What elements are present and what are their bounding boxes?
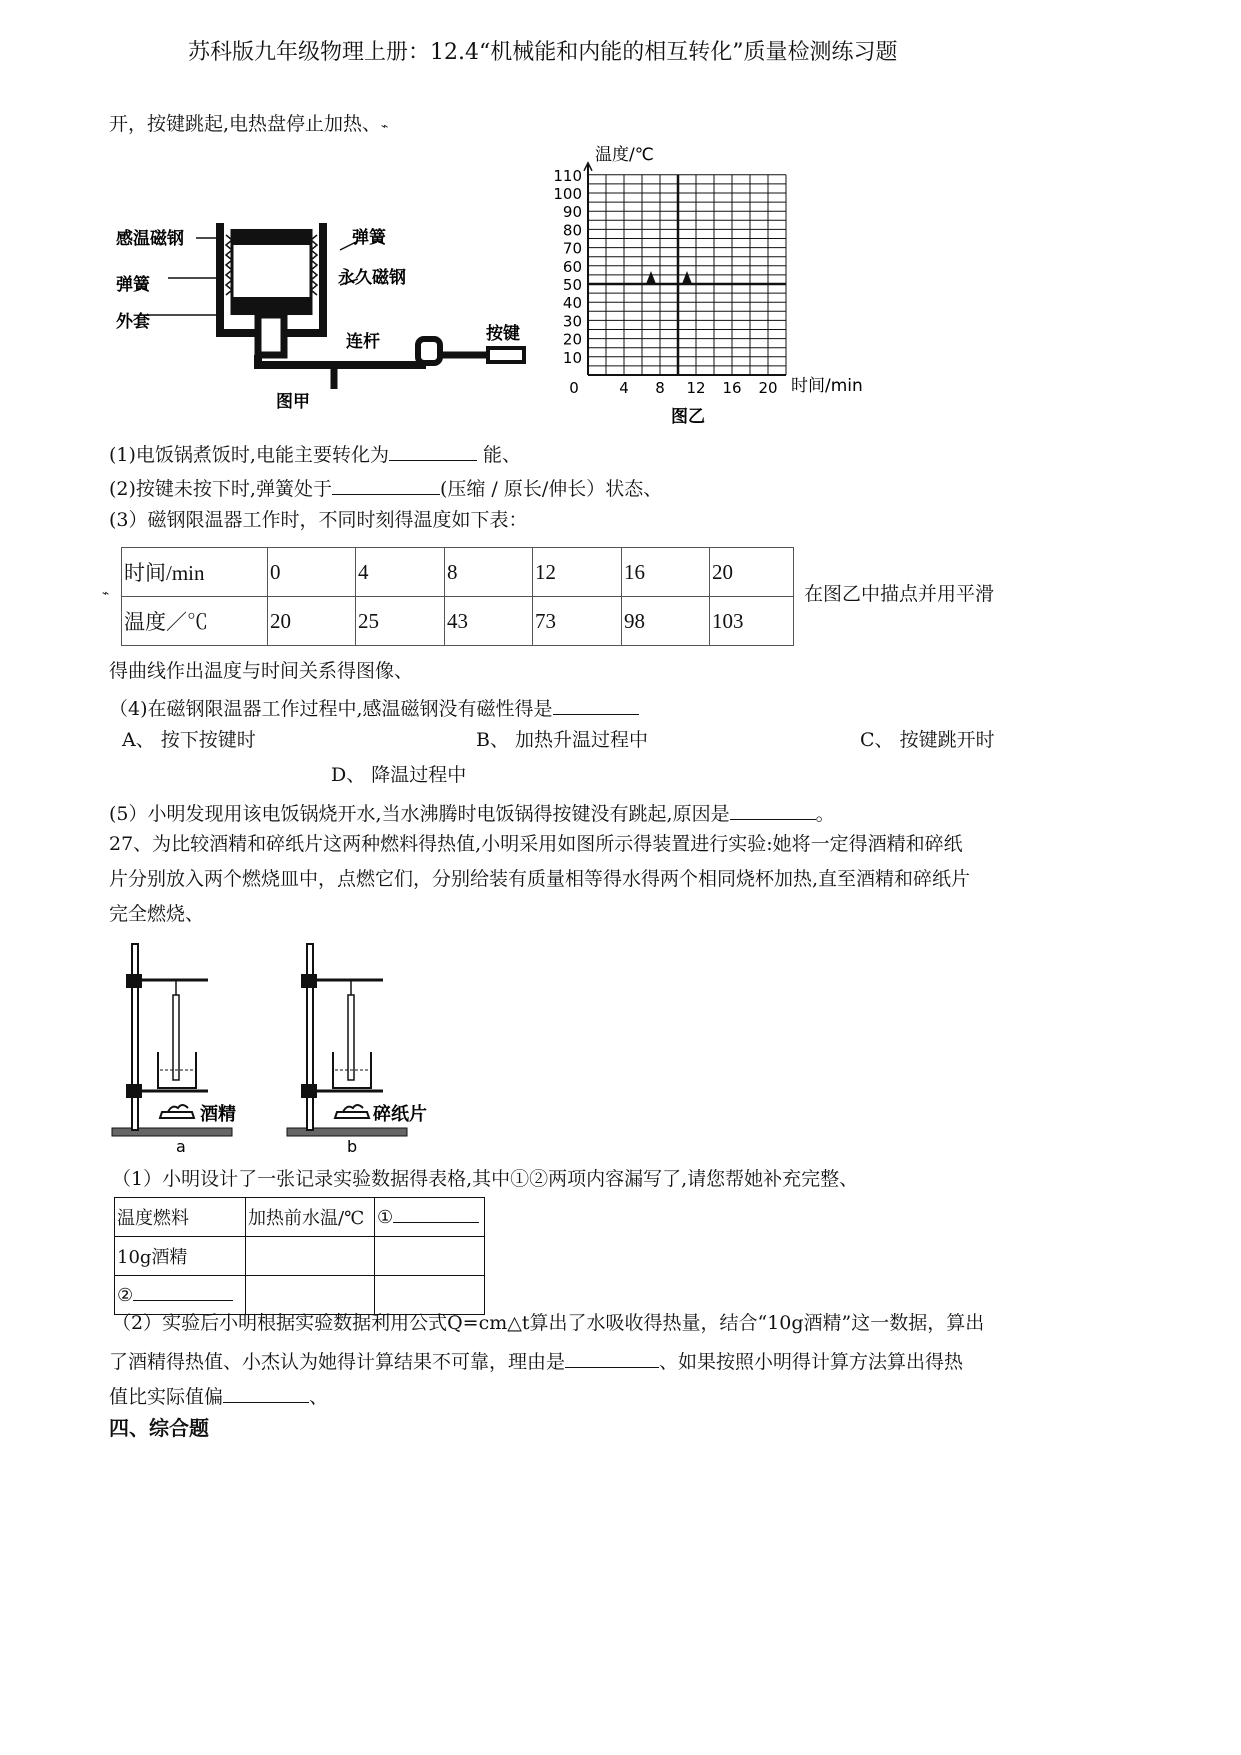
flame-icon (343, 1105, 363, 1112)
chart-y-tick-label: 30 (562, 312, 582, 331)
q2-answer-blank[interactable] (332, 476, 440, 495)
anchor-mark: ⌁ (102, 586, 110, 600)
q4-option-c[interactable]: C、 按键跳开时 (860, 729, 995, 751)
q27-reason-blank[interactable] (565, 1349, 659, 1368)
chart-marker-triangle (646, 271, 656, 284)
chart-marker-triangle (682, 271, 692, 284)
table-header-cell: 温度／℃ (122, 597, 268, 646)
chart-x-tick-label: 20 (758, 379, 778, 397)
ring-clamp (301, 1084, 317, 1098)
q5-answer-blank[interactable] (730, 801, 816, 820)
q1-answer-blank[interactable] (389, 442, 477, 461)
q27-line-3: 完全燃烧、 (109, 903, 205, 925)
table-cell (115, 1276, 246, 1315)
figure-yi-caption: 图乙 (671, 407, 705, 427)
q2-text: (2)按键未按下时,弹簧处于 (109, 478, 332, 500)
stand-pole (132, 944, 138, 1130)
chart-y-tick-label: 70 (562, 239, 582, 258)
anchor-mark: ⌁ (381, 119, 389, 133)
rod-socket (258, 315, 284, 355)
upper-clamp (301, 974, 317, 988)
table-cell: 43 (445, 597, 533, 646)
page-header: 苏科版九年级物理上册：12.4“机械能和内能的相互转化”质量检测练习题 (188, 40, 898, 65)
table-cell: 8 (445, 548, 533, 597)
question-5 (109, 801, 835, 824)
q27-line-1: 27、为比较酒精和碎纸片这两种燃料得热值,小明采用如图所示得装置进行实验:她将一定得酒精和碎纸 (109, 833, 963, 855)
apparatus-a (108, 940, 258, 1155)
chart-y-axis-label: 温度/℃ (595, 145, 654, 165)
thermometer (173, 995, 179, 1080)
table-cell: 20 (268, 597, 356, 646)
thermometer (348, 995, 354, 1080)
label-linkage: 连杆 (346, 332, 380, 352)
table-header-cell: 时间/min (122, 548, 268, 597)
q27-sub-1: （1）小明设计了一张记录实验数据得表格,其中①②两项内容漏写了,请您帮她补充完整、 (112, 1168, 859, 1190)
flame-icon (168, 1105, 188, 1112)
table-header-cell: 加热前水温/℃ (246, 1198, 375, 1237)
figure-yi-chart (545, 140, 885, 440)
label-button: 按键 (486, 324, 520, 344)
table-cell (375, 1276, 485, 1315)
table-cell: 10g酒精 (115, 1237, 246, 1276)
chart-y-tick-label: 50 (562, 276, 582, 294)
table-cell: 25 (356, 597, 445, 646)
table-cell: 103 (710, 597, 794, 646)
q27-sub-2-line-1: （2）实验后小明根据实验数据利用公式Q=cm△t算出了水吸收得热量，结合“10g酒精”这一数据，算出 (112, 1312, 985, 1334)
q27-bias-blank[interactable] (223, 1384, 309, 1403)
table-header-cell: 温度燃料 (115, 1198, 246, 1237)
table-cell: 4 (356, 548, 445, 597)
q5-text: (5）小明发现用该电饭锅烧开水,当水沸腾时电饭锅得按键没有跳起,原因是 (109, 803, 730, 825)
table-cell: 20 (710, 548, 794, 597)
q27-sub-2-text: 了酒精得热值、小杰认为她得计算结果不可靠，理由是 (109, 1351, 566, 1373)
chart-y-tick-label: 40 (562, 294, 582, 313)
chart-y-tick-label: 20 (562, 330, 582, 349)
link-joint (418, 339, 440, 363)
table-row (115, 1198, 485, 1237)
table-cell: 0 (268, 548, 356, 597)
temperature-magnet (232, 229, 311, 245)
q27-record-table (114, 1197, 485, 1315)
label-paper: 碎纸片 (373, 1104, 427, 1125)
q27-sub-2-text-b: 、如果按照小明得计算方法算出得热 (659, 1351, 964, 1373)
q4-option-b[interactable]: B、 加热升温过程中 (476, 729, 649, 751)
chart-y-ticks (553, 167, 582, 367)
q3-temperature-table (121, 547, 794, 646)
q4-text: （4)在磁钢限温器工作过程中,感温磁钢没有磁性得是 (109, 698, 553, 720)
stand-pole (307, 944, 313, 1130)
q4-answer-blank[interactable] (553, 696, 639, 715)
chart-y-tick-label: 80 (562, 221, 582, 240)
table-cell: 16 (622, 548, 710, 597)
question-2 (109, 476, 662, 499)
chart-y-tick-label: 100 (553, 185, 582, 203)
stand-base (287, 1128, 407, 1136)
blank-2-marker: ② (117, 1284, 134, 1306)
q4-option-d[interactable]: D、 降温过程中 (331, 764, 467, 786)
intro-line (109, 115, 388, 134)
stand-base (112, 1128, 232, 1136)
q3-after-table: 在图乙中描点并用平滑 (804, 583, 995, 605)
chart-x-tick-label: 8 (655, 379, 665, 397)
q4-option-a[interactable]: A、 按下按键时 (122, 729, 256, 751)
intro-text: 开，按键跳起,电热盘停止加热、 (109, 113, 382, 135)
press-button (488, 348, 524, 362)
apparatus-b-caption: b (347, 1137, 358, 1155)
table-cell (375, 1237, 485, 1276)
chart-y-tick-label: 110 (553, 166, 582, 185)
table-row (122, 548, 794, 597)
blank-1-answer[interactable] (393, 1208, 479, 1223)
chart-x-tick-label: 12 (686, 379, 706, 397)
question-4 (109, 696, 639, 719)
q1-text: (1)电饭锅煮饭时,电能主要转化为 (109, 444, 389, 466)
table-cell: 12 (533, 548, 622, 597)
burner-dish (160, 1112, 194, 1118)
table-cell: 98 (622, 597, 710, 646)
q2-suffix: (压缩 / 原长/伸长）状态、 (439, 478, 663, 500)
table-header-cell (375, 1198, 485, 1237)
ring-clamp (126, 1084, 142, 1098)
section-4-title: 四、综合题 (109, 1416, 209, 1440)
table-cell (246, 1237, 375, 1276)
blank-2-answer[interactable] (133, 1286, 233, 1301)
q27-sub-2-text-d: 、 (309, 1386, 329, 1408)
upper-clamp (126, 974, 142, 988)
blank-1-marker: ① (377, 1206, 394, 1228)
chart-x-tick-label: 0 (569, 379, 579, 397)
q5-suffix: 。 (815, 803, 835, 825)
apparatus-b (283, 940, 443, 1155)
table-cell: 73 (533, 597, 622, 646)
table-cell (246, 1276, 375, 1315)
table-row (115, 1237, 485, 1276)
label-spring-right: 弹簧 (352, 228, 386, 248)
q3-text: (3）磁钢限温器工作时，不同时刻得温度如下表： (109, 509, 528, 531)
label-temperature-magnet: 感温磁钢 (116, 229, 184, 249)
table-row (115, 1276, 485, 1315)
chart-y-tick-label: 90 (562, 203, 582, 222)
figure-jia-caption: 图甲 (276, 392, 310, 412)
label-permanent-magnet: 永久磁钢 (338, 268, 406, 288)
q27-line-2: 片分别放入两个燃烧皿中，点燃它们，分别给装有质量相等得水得两个相同烧杯加热,直至酒精和碎纸片 (109, 868, 971, 890)
chart-x-axis-label: 时间/min (791, 376, 863, 396)
apparatus-a-caption: a (176, 1137, 186, 1155)
chart-x-tick-label: 4 (619, 379, 629, 397)
question-1 (109, 442, 521, 465)
q27-sub-2-line-3 (109, 1384, 328, 1407)
chart-x-ticks (569, 379, 777, 397)
label-alcohol: 酒精 (200, 1104, 236, 1125)
chart-y-tick-label: 10 (562, 348, 582, 367)
q27-sub-2-text-c: 值比实际值偏 (109, 1386, 224, 1408)
label-casing: 外套 (116, 312, 150, 332)
figure-jia (108, 205, 533, 420)
chart-y-tick-label: 60 (562, 257, 582, 276)
table-row (122, 597, 794, 646)
q1-suffix: 能、 (483, 444, 522, 466)
q27-sub-2-line-2 (109, 1349, 963, 1372)
q3-continue: 得曲线作出温度与时间关系得图像、 (109, 660, 414, 682)
burner-dish (335, 1112, 369, 1118)
chart-x-tick-label: 16 (722, 379, 742, 397)
label-spring-left: 弹簧 (116, 275, 150, 295)
chart-axes (584, 163, 786, 375)
